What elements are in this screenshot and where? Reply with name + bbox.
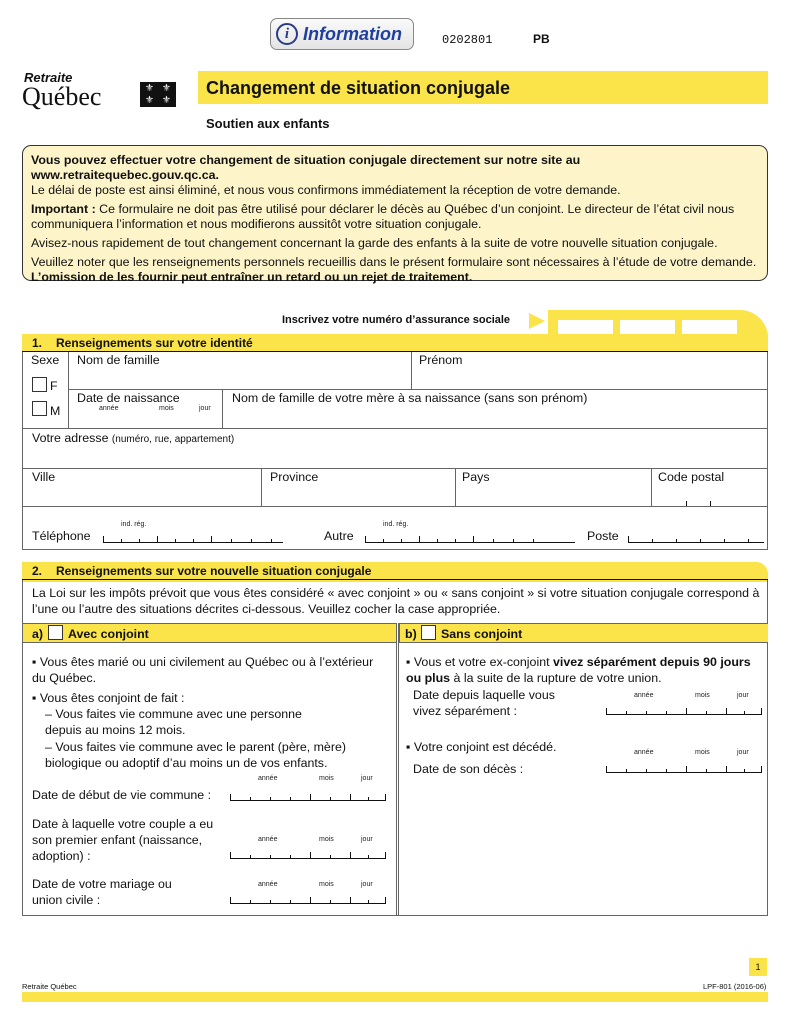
b-date1-jour: jour <box>737 692 749 699</box>
dob-field[interactable] <box>69 390 223 428</box>
logo-retraite: Retraite <box>24 70 73 85</box>
a-date2-jour: jour <box>361 836 373 843</box>
a-date3-annee: année <box>258 881 278 888</box>
code-postal-field[interactable] <box>652 469 768 507</box>
nom-field[interactable] <box>69 352 412 390</box>
a-date2-mois: mois <box>319 836 334 843</box>
a-date1-input[interactable] <box>230 790 386 801</box>
b-date2-mois: mois <box>695 749 710 756</box>
avec-conjoint-title: Avec conjoint <box>68 627 149 641</box>
section-1-number: 1. <box>32 336 43 350</box>
arrow-right-icon <box>529 313 545 329</box>
a-sub-1: – Vous faites vie commune avec une personne depuis au moins 12 mois. <box>45 707 302 737</box>
pays-label: Pays <box>462 470 490 484</box>
b-date2-label: Date de son décès : <box>413 762 524 776</box>
sex-m-label: M <box>50 404 61 418</box>
a-item-2: ▪ Vous êtes conjoint de fait : <box>32 691 185 705</box>
notice-p3: Avisez-nous rapidement de tout changement concernant la garde des enfants à la suite de votre nouvelle situation conjugale. <box>31 236 718 250</box>
nas-label: Inscrivez votre numéro d’assurance sociale <box>282 314 511 326</box>
notice-p4-bold: L’omission de les fournir peut entraîner un retard ou un rejet de traitement. <box>31 270 473 284</box>
column-divider <box>396 623 399 915</box>
b-letter: b) <box>405 627 417 641</box>
adresse-label: Votre adresse <box>32 431 109 445</box>
mere-label: Nom de famille de votre mère à sa naissance (sans son prénom) <box>232 391 588 405</box>
page-number: 1 <box>749 958 767 976</box>
information-label: Information <box>303 23 402 44</box>
footer-left: Retraite Québec <box>22 982 77 991</box>
autre-label: Autre <box>324 529 354 543</box>
section-2-title: Renseignements sur votre nouvelle situation conjugale <box>56 564 372 578</box>
section-2-form <box>22 580 768 916</box>
a-date2-annee: année <box>258 836 278 843</box>
page-title: Changement de situation conjugale <box>206 78 511 98</box>
prenom-label: Prénom <box>419 353 463 367</box>
b-date1-annee: année <box>634 692 654 699</box>
ville-label: Ville <box>32 470 56 484</box>
a-date3-input[interactable] <box>230 893 386 904</box>
b-item-1: ▪ Vous et votre ex-conjoint vivez séparément depuis 90 jours ou plus à la suite de la rupture de votre union. <box>406 655 751 685</box>
nom-label: Nom de famille <box>77 353 160 367</box>
sans-conjoint-checkbox[interactable] <box>421 625 436 640</box>
b-date1-mois: mois <box>695 692 710 699</box>
mere-field[interactable] <box>223 390 768 428</box>
a-date3-label: Date de votre mariage ou union civile : <box>32 877 172 907</box>
sans-conjoint-title: Sans conjoint <box>441 627 523 641</box>
avec-conjoint-header <box>23 623 396 643</box>
b-date1-label: Date depuis laquelle vous vivez séparément : <box>413 688 555 718</box>
province-label: Province <box>270 470 319 484</box>
dob-annee: année <box>99 405 119 412</box>
ville-field[interactable] <box>23 469 262 507</box>
telephone-row <box>23 506 768 550</box>
form-code: 0202801 <box>442 33 493 47</box>
notice-p4-start: Veuillez noter que les renseignements personnels recueillis dans le présent formulaire sont nécessaires à l’étude de votre demande. <box>31 255 757 269</box>
footer-right: LPF-801 (2016-06) <box>703 982 767 991</box>
notice-p2-rest: Ce formulaire ne doit pas être utilisé pour déclarer le décès au Québec d’un conjoint. Le directeur de l’état civil nous communiquera l’information et nous modifierons aussitôt votre situation conjugale. <box>31 202 735 231</box>
notice-p1-rest: Le délai de poste est ainsi éliminé, et nous vous confirmons immédiatement la réception de votre demande. <box>31 183 621 197</box>
b-date2-jour: jour <box>737 749 749 756</box>
b-item-2: ▪ Votre conjoint est décédé. <box>406 740 557 754</box>
telephone-label: Téléphone <box>32 529 91 543</box>
a-date3-jour: jour <box>361 881 373 888</box>
adresse-field[interactable] <box>23 428 768 468</box>
sex-f-checkbox[interactable] <box>32 377 47 392</box>
telephone-input[interactable] <box>103 532 283 543</box>
a-date2-label: Date à laquelle votre couple a eu son premier enfant (naissance, adoption) : <box>32 817 214 863</box>
b-date1-input[interactable] <box>606 704 762 715</box>
notice-p1-bold: Vous pouvez effectuer votre changement de situation conjugale directement sur notre site au www.retraitequebec.gouv.qc.ca. <box>31 153 581 182</box>
sex-m-checkbox[interactable] <box>32 401 47 416</box>
province-field[interactable] <box>262 469 456 507</box>
sexe-cell <box>23 352 69 428</box>
dob-jour: jour <box>199 405 211 412</box>
section-1-form <box>22 352 768 550</box>
section-2-number: 2. <box>32 564 43 578</box>
footer-bar <box>22 992 768 1002</box>
pays-field[interactable] <box>456 469 652 507</box>
information-button[interactable] <box>270 18 414 50</box>
section-2-intro: La Loi sur les impôts prévoit que vous êtes considéré « avec conjoint » ou « sans conjoint » si votre situation conjugale correspond à l’une ou l’autre des situations décrites ci-dessous. Veuillez cocher la case appropriée. <box>32 586 760 616</box>
tel-ind-reg: ind. rég. <box>121 521 147 528</box>
notice-box <box>22 145 768 284</box>
sex-f-label: F <box>50 379 58 393</box>
b-date2-annee: année <box>634 749 654 756</box>
autre-input[interactable] <box>365 532 575 543</box>
section-1-header <box>22 334 768 352</box>
prenom-field[interactable] <box>412 352 768 390</box>
dob-mois: mois <box>159 405 174 412</box>
code-postal-label: Code postal <box>658 470 725 484</box>
a-sub-2: – Vous faites vie commune avec le parent (père, mère) biologique ou adoptif d’au moins un de vos enfants. <box>45 740 346 770</box>
a-date2-input[interactable] <box>230 848 386 859</box>
page-subtitle: Soutien aux enfants <box>206 116 330 131</box>
fleur-de-lys-flag-icon: ⚜ ⚜ ⚜ ⚜ <box>140 82 176 107</box>
adresse-hint: (numéro, rue, appartement) <box>111 434 235 445</box>
a-date1-label: Date de début de vie commune : <box>32 788 212 802</box>
section-1-title: Renseignements sur votre identité <box>56 336 253 350</box>
information-icon: i <box>276 23 298 45</box>
a-item-1: ▪ Vous êtes marié ou uni civilement au Québec ou à l’extérieur du Québec. <box>32 655 374 685</box>
pb-code: PB <box>533 32 550 46</box>
a-date1-jour: jour <box>361 775 373 782</box>
avec-conjoint-checkbox[interactable] <box>48 625 63 640</box>
b-date2-input[interactable] <box>606 762 762 773</box>
sexe-label: Sexe <box>31 353 60 367</box>
poste-input[interactable] <box>628 532 764 543</box>
logo-quebec: Québec <box>22 82 102 111</box>
ville-row <box>23 468 768 506</box>
a-date1-mois: mois <box>319 775 334 782</box>
notice-p2-bold: Important : <box>31 202 96 216</box>
dob-label: Date de naissance <box>77 391 180 405</box>
section-2-header <box>22 562 768 580</box>
a-date1-annee: année <box>258 775 278 782</box>
a-letter: a) <box>32 627 44 641</box>
autre-ind-reg: ind. rég. <box>383 521 409 528</box>
a-date3-mois: mois <box>319 881 334 888</box>
poste-label: Poste <box>587 529 619 543</box>
sans-conjoint-header <box>399 623 768 643</box>
